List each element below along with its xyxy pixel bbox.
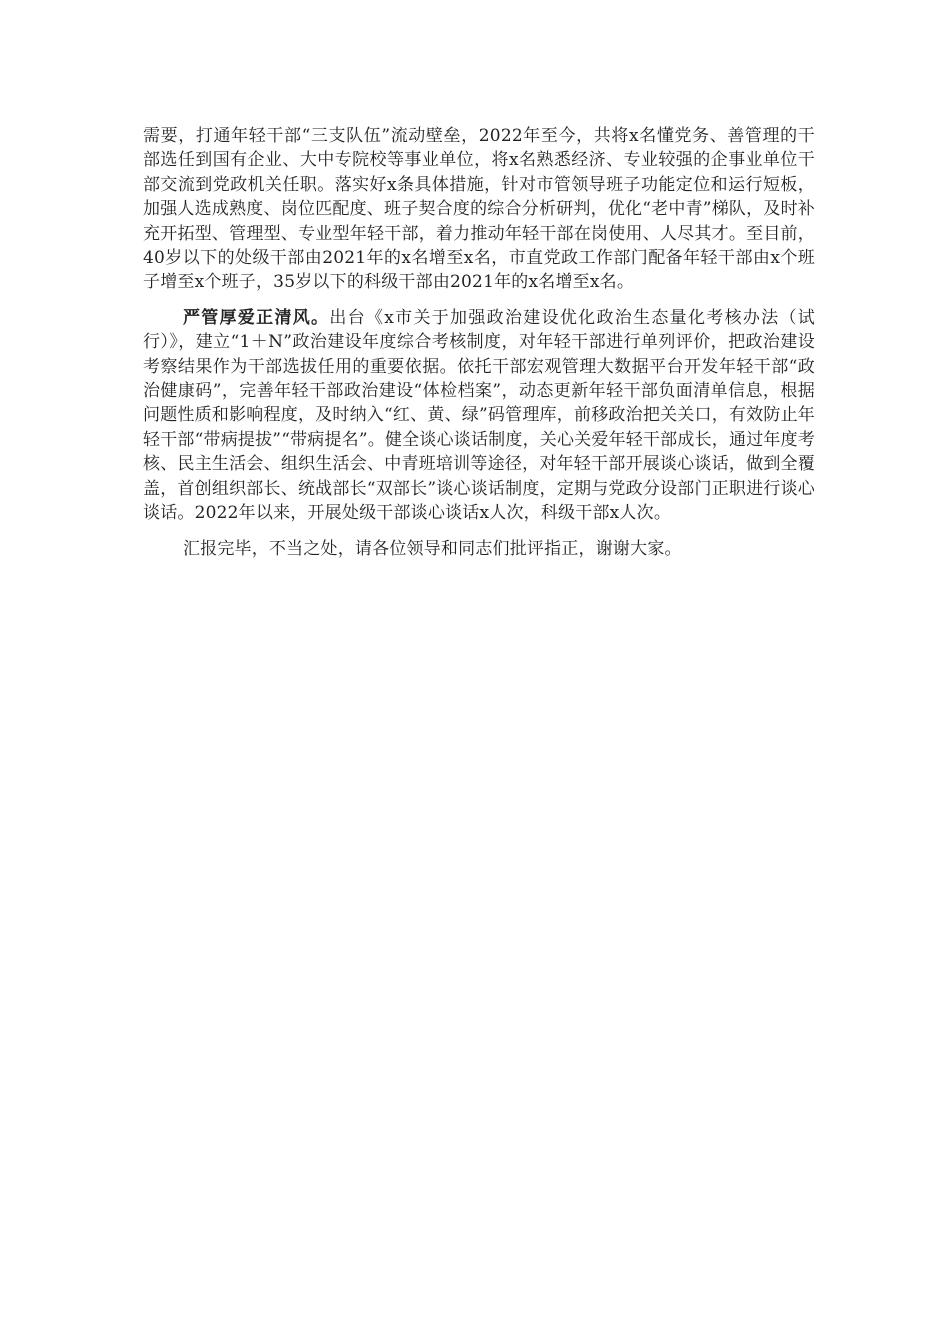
- paragraph-lead-heading: 严管厚爱正清风。: [182, 307, 330, 328]
- paragraph-text: 汇报完毕，不当之处，请各位领导和同志们批评指正，谢谢大家。: [182, 538, 682, 559]
- paragraph-text: 出台《x市关于加强政治建设优化政治生态量化考核办法（试行）》，建立“1＋N”政治建设年度综合考核制度，对年轻干部进行单列评价，把政治建设考察结果作为干部选拔任用的重要依据。依托干部宏观管理大数据平台开发年轻干部“政治健康码”，完善年轻干部政治建设“体检档案”，动态更新年轻干部负面清单信息，根据问题性质和影响程度，及时纳入“红、黄、绿”码管理库，前移政治把关关口，有效防止年轻干部“带病提拔”“带病提名”。健全谈心谈话制度，关心关爱年轻干部成长，通过年度考核、民主生活会、组织生活会、中青班培训等途径，对年轻干部开展谈心谈话，做到全覆盖，首创组织部长、统战部长“双部长”谈心谈话制度，定期与党政分设部门正职进行谈心谈话。2022年以来，开展处级干部谈心谈话x人次，科级干部x人次。: [143, 307, 815, 524]
- document-body: [143, 124, 815, 572]
- paragraph-closing: [143, 537, 815, 561]
- paragraph-continuation: [143, 124, 815, 295]
- paragraph-strict-management: [143, 306, 815, 526]
- paragraph-text: 需要，打通年轻干部“三支队伍”流动壁垒，2022年至今，共将x名懂党务、善管理的干部选任到国有企业、大中专院校等事业单位，将x名熟悉经济、专业较强的企事业单位干部交流到党政机关任职。落实好x条具体措施，针对市管领导班子功能定位和运行短板，加强人选成熟度、岗位匹配度、班子契合度的综合分析研判，优化“老中青”梯队，及时补充开拓型、管理型、专业型年轻干部，着力推动年轻干部在岗使用、人尽其才。至目前，40岁以下的处级干部由2021年的x名增至x名，市直党政工作部门配备年轻干部由x个班子增至x个班子，35岁以下的科级干部由2021年的x名增至x名。: [143, 126, 815, 293]
